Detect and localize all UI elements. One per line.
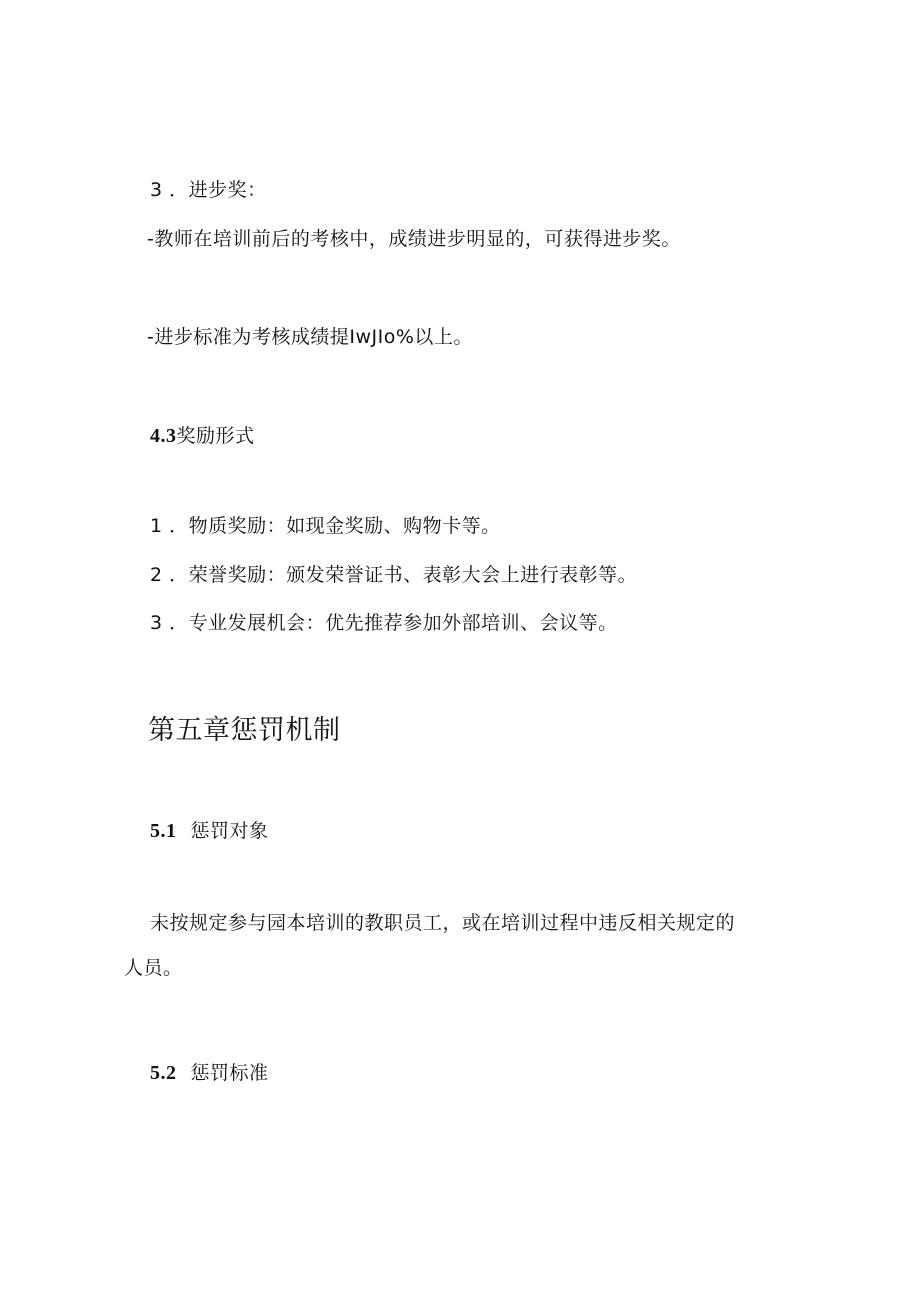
paragraph-line-2: 人员。 — [124, 957, 183, 979]
list-item-progress-award-detail-1: -教师在培训前后的考核中，成绩进步明显的，可获得进步奖。 — [147, 228, 681, 250]
list-item-reward-form-1: 1 ．物质奖励：如现金奖励、购物卡等。 — [150, 515, 501, 537]
paragraph-line-1: 未按规定参与园本培训的教职员工，或在培训过程中违反相关规定的 — [150, 912, 736, 934]
section-heading-4-3 — [150, 424, 255, 448]
section-number: 5.2 — [150, 1062, 177, 1084]
section-title: 惩罚标准 — [190, 1062, 269, 1084]
section-title: 惩罚对象 — [190, 820, 269, 842]
section-title: 奖励形式 — [176, 425, 255, 447]
list-item-reward-form-2: 2 ．荣誉奖励：颁发荣誉证书、表彰大会上进行表彰等。 — [150, 564, 638, 586]
list-item-progress-award-title: 3 ．进步奖： — [150, 179, 267, 201]
section-number: 4.3 — [150, 425, 177, 447]
section-heading-5-1 — [150, 819, 269, 843]
chapter-title: 第五章惩罚机制 — [148, 715, 341, 746]
section-number: 5.1 — [150, 820, 177, 842]
list-item-progress-award-detail-2: -进步标准为考核成绩提IwJIo%以上。 — [147, 326, 473, 348]
section-heading-5-2 — [150, 1061, 269, 1085]
list-item-reward-form-3: 3 ．专业发展机会：优先推荐参加外部培训、会议等。 — [150, 612, 618, 634]
